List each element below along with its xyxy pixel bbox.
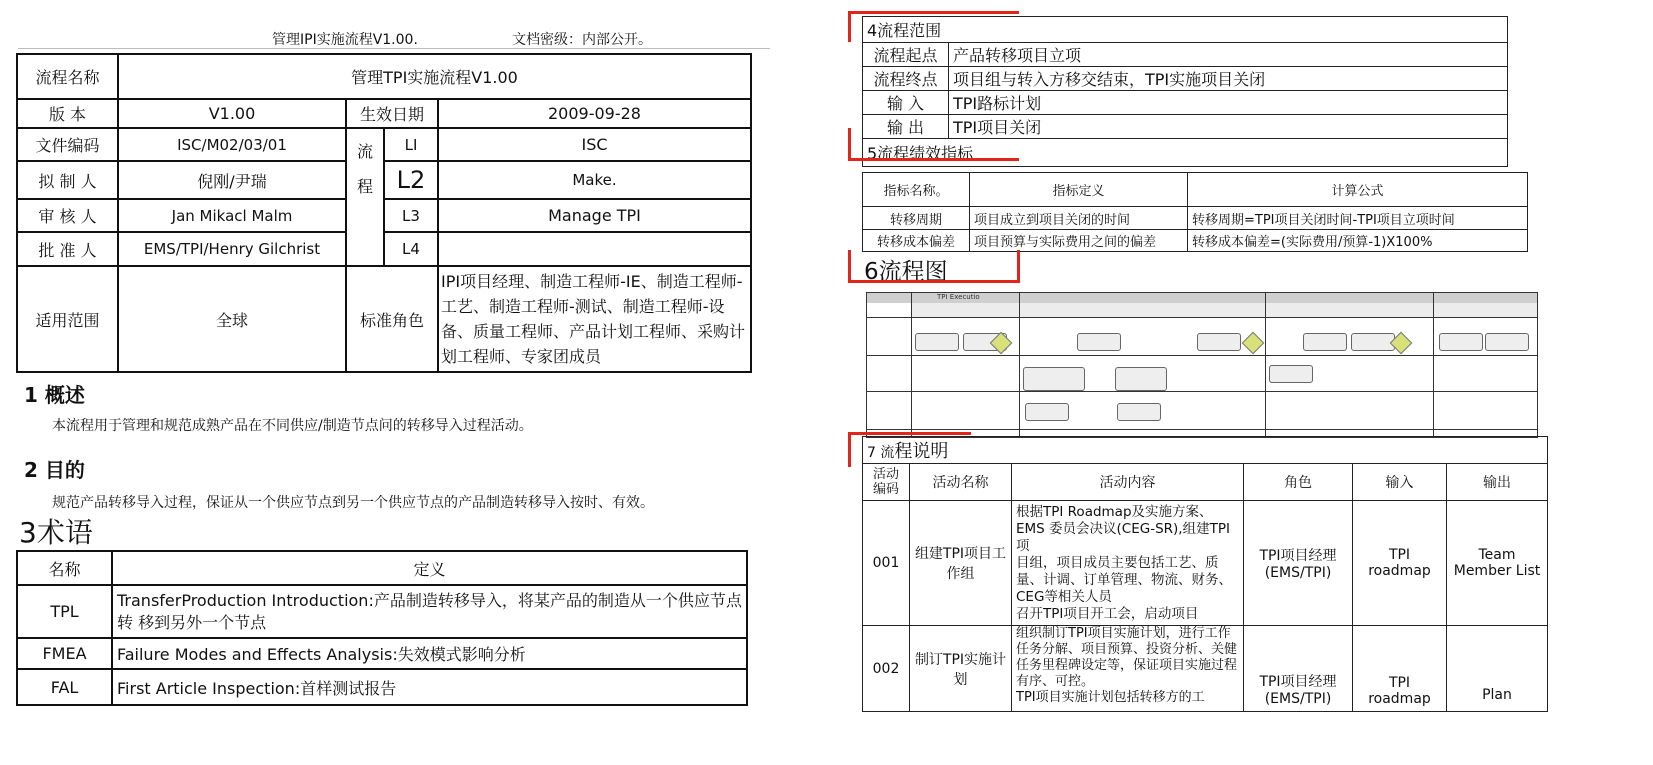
activity-content: 根据TPI Roadmap及实施方案、EMS 委员会决议(CEG-SR),组建TPI项 目组，项目成员主要包括工艺、质量、计调、订单管理、物流、财务、CEG等相关人员 召开TPI项目开工会，启动项目 — [1012, 501, 1244, 626]
kpi-name: 转移周期 — [863, 207, 970, 230]
process-description-table — [862, 436, 1548, 712]
reviewer-label: 审 核 人 — [17, 199, 118, 232]
activity-input: TPI roadmap — [1353, 626, 1447, 712]
document-title: 管理IPI实施流程V1.00. — [272, 32, 418, 48]
section-1-body: 本流程用于管理和规范成熟产品在不同供应/制造节点问的转移导入过程活动。 — [52, 418, 533, 434]
flowchart-node — [1303, 333, 1347, 351]
process-flowchart — [866, 292, 1538, 438]
kpi-definition: 项目预算与实际费用之间的偏差 — [970, 230, 1188, 252]
version-value: V1.00 — [118, 99, 346, 128]
section-2-title: 2 目的 — [24, 458, 85, 482]
flowchart-column-divider — [1019, 293, 1020, 437]
scope-value: 全球 — [118, 266, 346, 372]
flowchart-column-divider — [1265, 293, 1266, 437]
flowchart-node — [1439, 333, 1483, 351]
standard-role-value: IPI项目经理、制造工程师-IE、制造工程师-工艺、制造工程师-测试、制造工程师-设备、质量工程师、产品计划工程师、采购计划工程师、专家团成员 — [438, 266, 751, 372]
scope-row-label: 输 出 — [863, 115, 949, 139]
section-1-title: 1 概述 — [24, 383, 85, 407]
file-code-value: ISC/M02/03/01 — [118, 128, 346, 161]
scope-row-value: TPI项目关闭 — [949, 115, 1508, 139]
section-7-title-a: 7 流 — [867, 445, 895, 461]
header-rule — [18, 48, 770, 49]
activity-input: TPI roadmap — [1353, 501, 1447, 626]
section-3-title: 3术语 — [19, 516, 93, 549]
flowchart-lane-divider — [867, 391, 1537, 392]
flowchart-node — [1269, 365, 1313, 383]
activity-name: 组建TPI项目工作组 — [910, 501, 1012, 626]
approver-label: 批 准 人 — [17, 232, 118, 266]
kpi-table — [862, 172, 1528, 252]
flowchart-phase-bar — [911, 303, 1537, 318]
approver-value: EMS/TPI/Henry Gilchrist — [118, 232, 346, 266]
activity-output: Plan — [1447, 626, 1548, 712]
l2-value: Make. — [438, 161, 751, 199]
term-definition: Failure Modes and Effects Analysis:失效模式影响分析 — [112, 638, 747, 669]
activity-code: 002 — [863, 626, 910, 712]
red-highlight-section-7 — [848, 432, 971, 467]
l1-label: LI — [384, 128, 438, 161]
flowchart-node — [1077, 333, 1121, 351]
standard-role-label: 标准角色 — [346, 266, 438, 372]
flowchart-node — [1023, 367, 1085, 391]
term-header-name: 名称 — [17, 551, 112, 585]
process-name-value: 管理TPI实施流程V1.00 — [118, 54, 751, 99]
flow-label-2: 程 — [356, 177, 373, 196]
process-info-table — [16, 53, 752, 373]
flowchart-node — [1117, 403, 1161, 421]
process-name-label: 流程名称 — [17, 54, 118, 99]
activity-name: 制订TPI实施计划 — [910, 626, 1012, 712]
scope-row-label: 流程起点 — [863, 43, 949, 67]
desc-header-name: 活动名称 — [910, 464, 1012, 501]
drafter-value: 倪刚/尹瑞 — [118, 161, 346, 199]
section-6-title: 6流程图 — [864, 259, 948, 285]
kpi-formula: 转移成本偏差=(实际费用/预算-1)X100% — [1188, 230, 1528, 252]
effective-date-value: 2009-09-28 — [438, 99, 751, 128]
flowchart-node — [1485, 333, 1529, 351]
l4-label: L4 — [384, 232, 438, 266]
flowchart-decision — [1242, 332, 1265, 355]
kpi-definition: 项目成立到项目关闭的时间 — [970, 207, 1188, 230]
flowchart-column-divider — [1433, 293, 1434, 437]
l4-value — [438, 232, 751, 266]
flowchart-title: TPI Executio — [937, 293, 980, 301]
flowchart-node — [915, 333, 959, 351]
section-2-body: 规范产品转移导入过程，保证从一个供应节点到另一个供应节点的产品制造转移导入按时、有效。 — [52, 495, 654, 511]
kpi-header-formula: 计算公式 — [1188, 173, 1528, 207]
kpi-header-name: 指标名称。 — [863, 173, 970, 207]
l3-label: L3 — [384, 199, 438, 232]
reviewer-value: Jan Mikacl Malm — [118, 199, 346, 232]
section-5-title: 5流程绩效指标 — [863, 139, 1508, 167]
flow-level-label — [346, 128, 384, 266]
flowchart-node — [1025, 403, 1069, 421]
scope-label: 适用范围 — [17, 266, 118, 372]
term-header-def: 定义 — [112, 551, 747, 585]
kpi-formula: 转移周期=TPI项目关闭时间-TPI项目立项时间 — [1188, 207, 1528, 230]
section-7-title-b: 程说明 — [894, 441, 949, 462]
terminology-table — [16, 550, 748, 706]
activity-role: TPI项目经理 (EMS/TPI) — [1244, 626, 1353, 712]
desc-header-content: 活动内容 — [1012, 464, 1244, 501]
term-definition: TransferProduction Introduction:产品制造转移导入，将某产品的制造从一个供应节点转 移到另外一个节点 — [112, 585, 747, 638]
scope-row-value: 项目组与转入方移交结束，TPI实施项目关闭 — [949, 67, 1508, 91]
drafter-label: 拟 制 人 — [17, 161, 118, 199]
effective-date-label: 生效日期 — [346, 99, 438, 128]
term-name: FMEA — [17, 638, 112, 669]
flowchart-node — [1351, 333, 1395, 351]
flowchart-lane-divider — [867, 317, 1537, 318]
term-name: FAL — [17, 669, 112, 705]
flowchart-node — [1115, 367, 1167, 391]
term-definition: First Article Inspection:首样测试报告 — [112, 669, 747, 705]
flowchart-lane-divider — [867, 355, 1537, 356]
desc-header-output: 输出 — [1447, 464, 1548, 501]
flowchart-lane-divider — [867, 429, 1537, 430]
section-4-title: 4流程范围 — [863, 17, 1508, 43]
l2-label: L2 — [384, 161, 438, 199]
flowchart-node — [1197, 333, 1241, 351]
kpi-header-def: 指标定义 — [970, 173, 1188, 207]
activity-code: 001 — [863, 501, 910, 626]
scope-row-value: 产品转移项目立项 — [949, 43, 1508, 67]
activity-output: Team Member List — [1447, 501, 1548, 626]
term-name: TPL — [17, 585, 112, 638]
activity-content: 组织制订TPI项目实施计划，进行工作任务分解、项目预算、投资分析、关健任务里程碑设定等，保证项目实施过程有序、可控。 TPI项目实施计划包括转移方的工 — [1012, 626, 1244, 712]
red-highlight-section-5 — [848, 128, 1019, 161]
l1-value: ISC — [438, 128, 751, 161]
desc-header-code: 活动编码 — [863, 464, 910, 501]
desc-header-input: 输入 — [1353, 464, 1447, 501]
security-level: 文档密级：内部公开。 — [512, 32, 652, 48]
activity-role: TPI项目经理 (EMS/TPI) — [1244, 501, 1353, 626]
scope-row-value: TPI路标计划 — [949, 91, 1508, 115]
flow-label-1: 流 — [356, 142, 373, 161]
kpi-name: 转移成本偏差 — [863, 230, 970, 252]
red-highlight-section-6 — [848, 250, 1020, 283]
desc-header-role: 角色 — [1244, 464, 1353, 501]
file-code-label: 文件编码 — [17, 128, 118, 161]
version-label: 版 本 — [17, 99, 118, 128]
flowchart-title-bar — [867, 293, 1537, 303]
scope-row-label: 输 入 — [863, 91, 949, 115]
l3-value: Manage TPI — [438, 199, 751, 232]
red-highlight-section-4 — [848, 11, 1019, 42]
scope-row-label: 流程终点 — [863, 67, 949, 91]
flowchart-column-divider — [911, 293, 912, 437]
